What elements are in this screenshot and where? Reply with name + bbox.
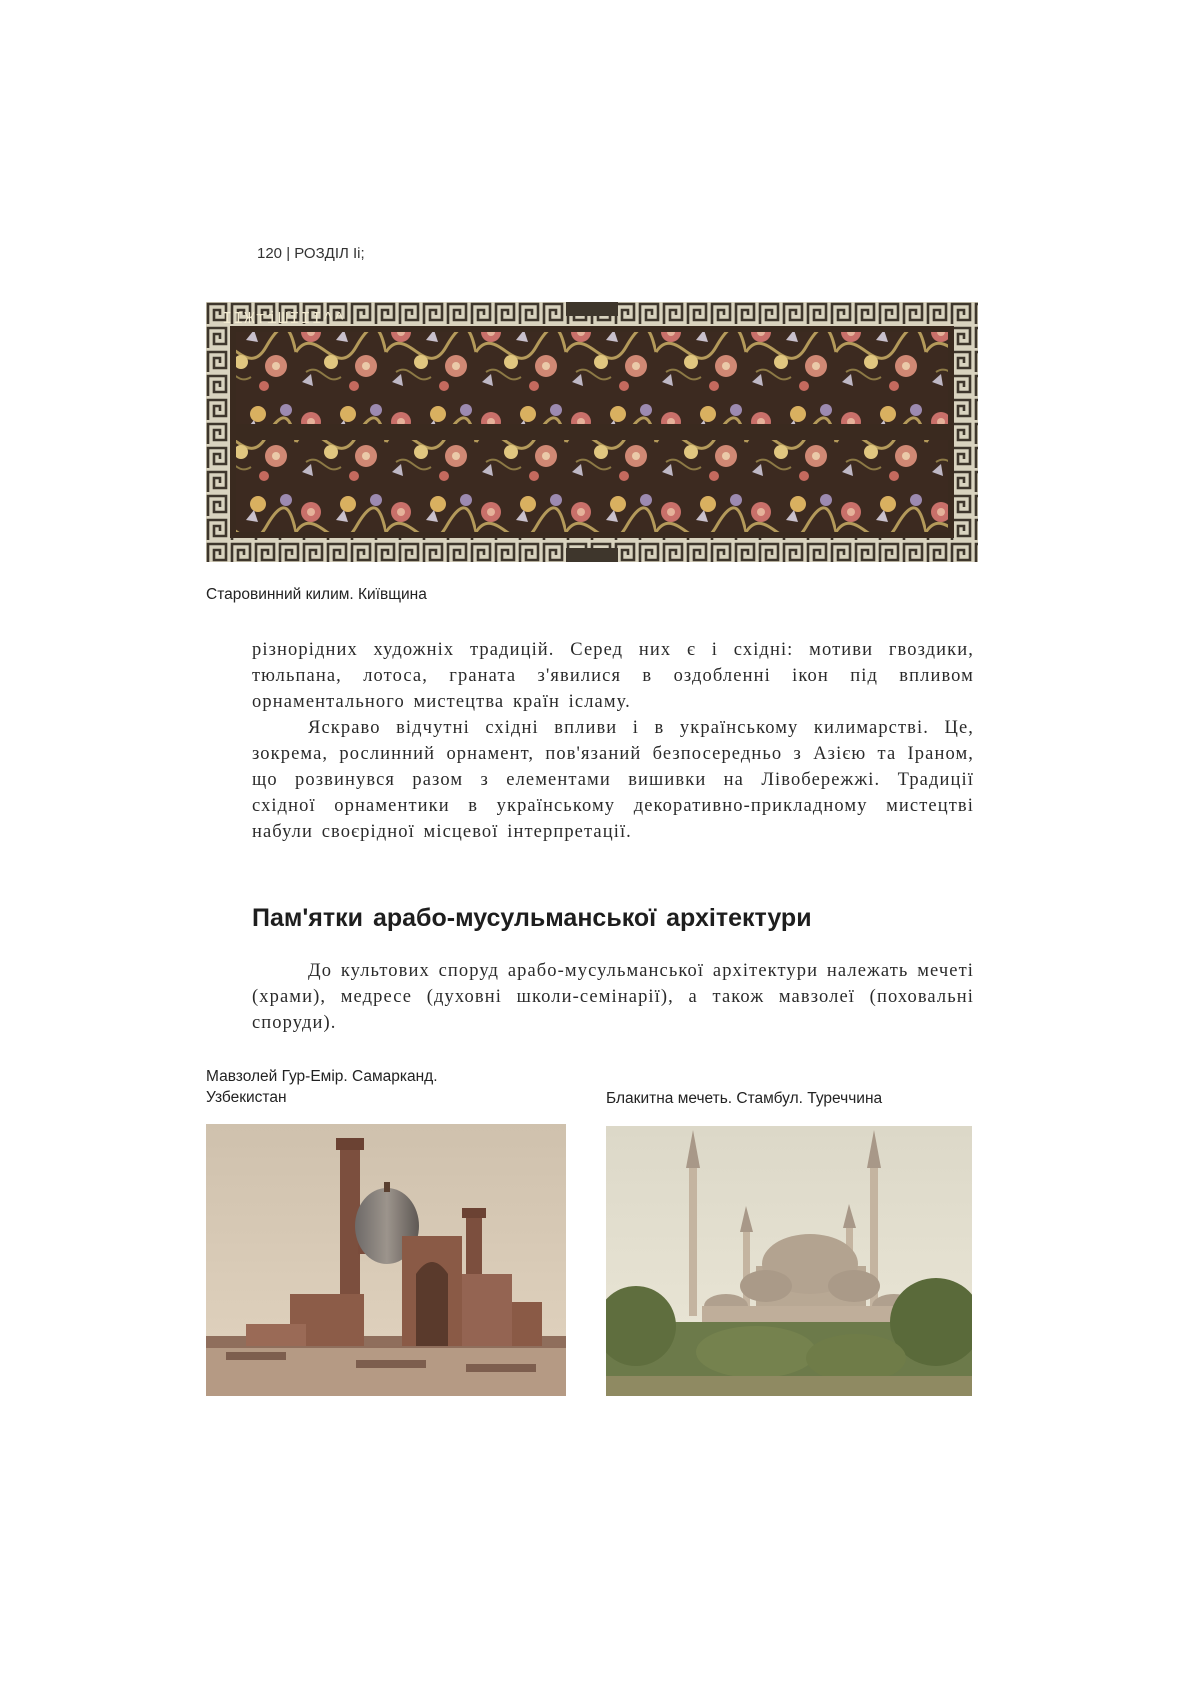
section-heading: Пам'ятки арабо-мусульманської архітектури: [252, 904, 812, 932]
mausoleum-illustration: [206, 1124, 566, 1396]
carpet-overlay-text: ІІЖтіШІІІ^^: [222, 310, 346, 329]
carpet-illustration: [206, 302, 978, 562]
left-photo-caption: [206, 1066, 438, 1108]
gur-emir-photo: [206, 1124, 566, 1396]
page-header: 120 | РОЗДІЛ Іі;: [257, 245, 365, 262]
carpet-caption: Старовинний килим. Київщина: [206, 586, 427, 603]
carpet-image: [206, 302, 978, 562]
body-paragraph-1: різнорідних художніх традицій. Серед них є і східні: мотиви гвоздики, тюльпана, лотоса, граната з'явилися в оздобленні ікон під впливом орнаментального мистецтва країн ісламу.: [252, 640, 974, 712]
left-photo-caption-line1: Мавзолей Гур-Емір. Самарканд.: [206, 1068, 438, 1085]
body-paragraph-2: Яскраво відчутні східні впливи і в українському килимарстві. Це, зокрема, рослинний орнамент, пов'язаний безпосередньо з Азією та Іраном, що розвинувся разом з елементами вишивки на Лівобережжі. Традиції східної орнаментики в українському декоративно-прикладному мистецтві набули своєрідної місцевої інтерпретації.: [252, 718, 974, 842]
section-paragraph: До культових споруд арабо-мусульманської архітектури належать мечеті (храми), медресе (духовні школи-семінарії), а також мавзолеї (поховальні споруди).: [252, 961, 974, 1033]
blue-mosque-photo: [606, 1126, 972, 1396]
mosque-illustration: [606, 1126, 972, 1396]
right-photo-caption: Блакитна мечеть. Стамбул. Туреччина: [606, 1090, 883, 1107]
left-photo-caption-line2: Узбекистан: [206, 1089, 287, 1106]
